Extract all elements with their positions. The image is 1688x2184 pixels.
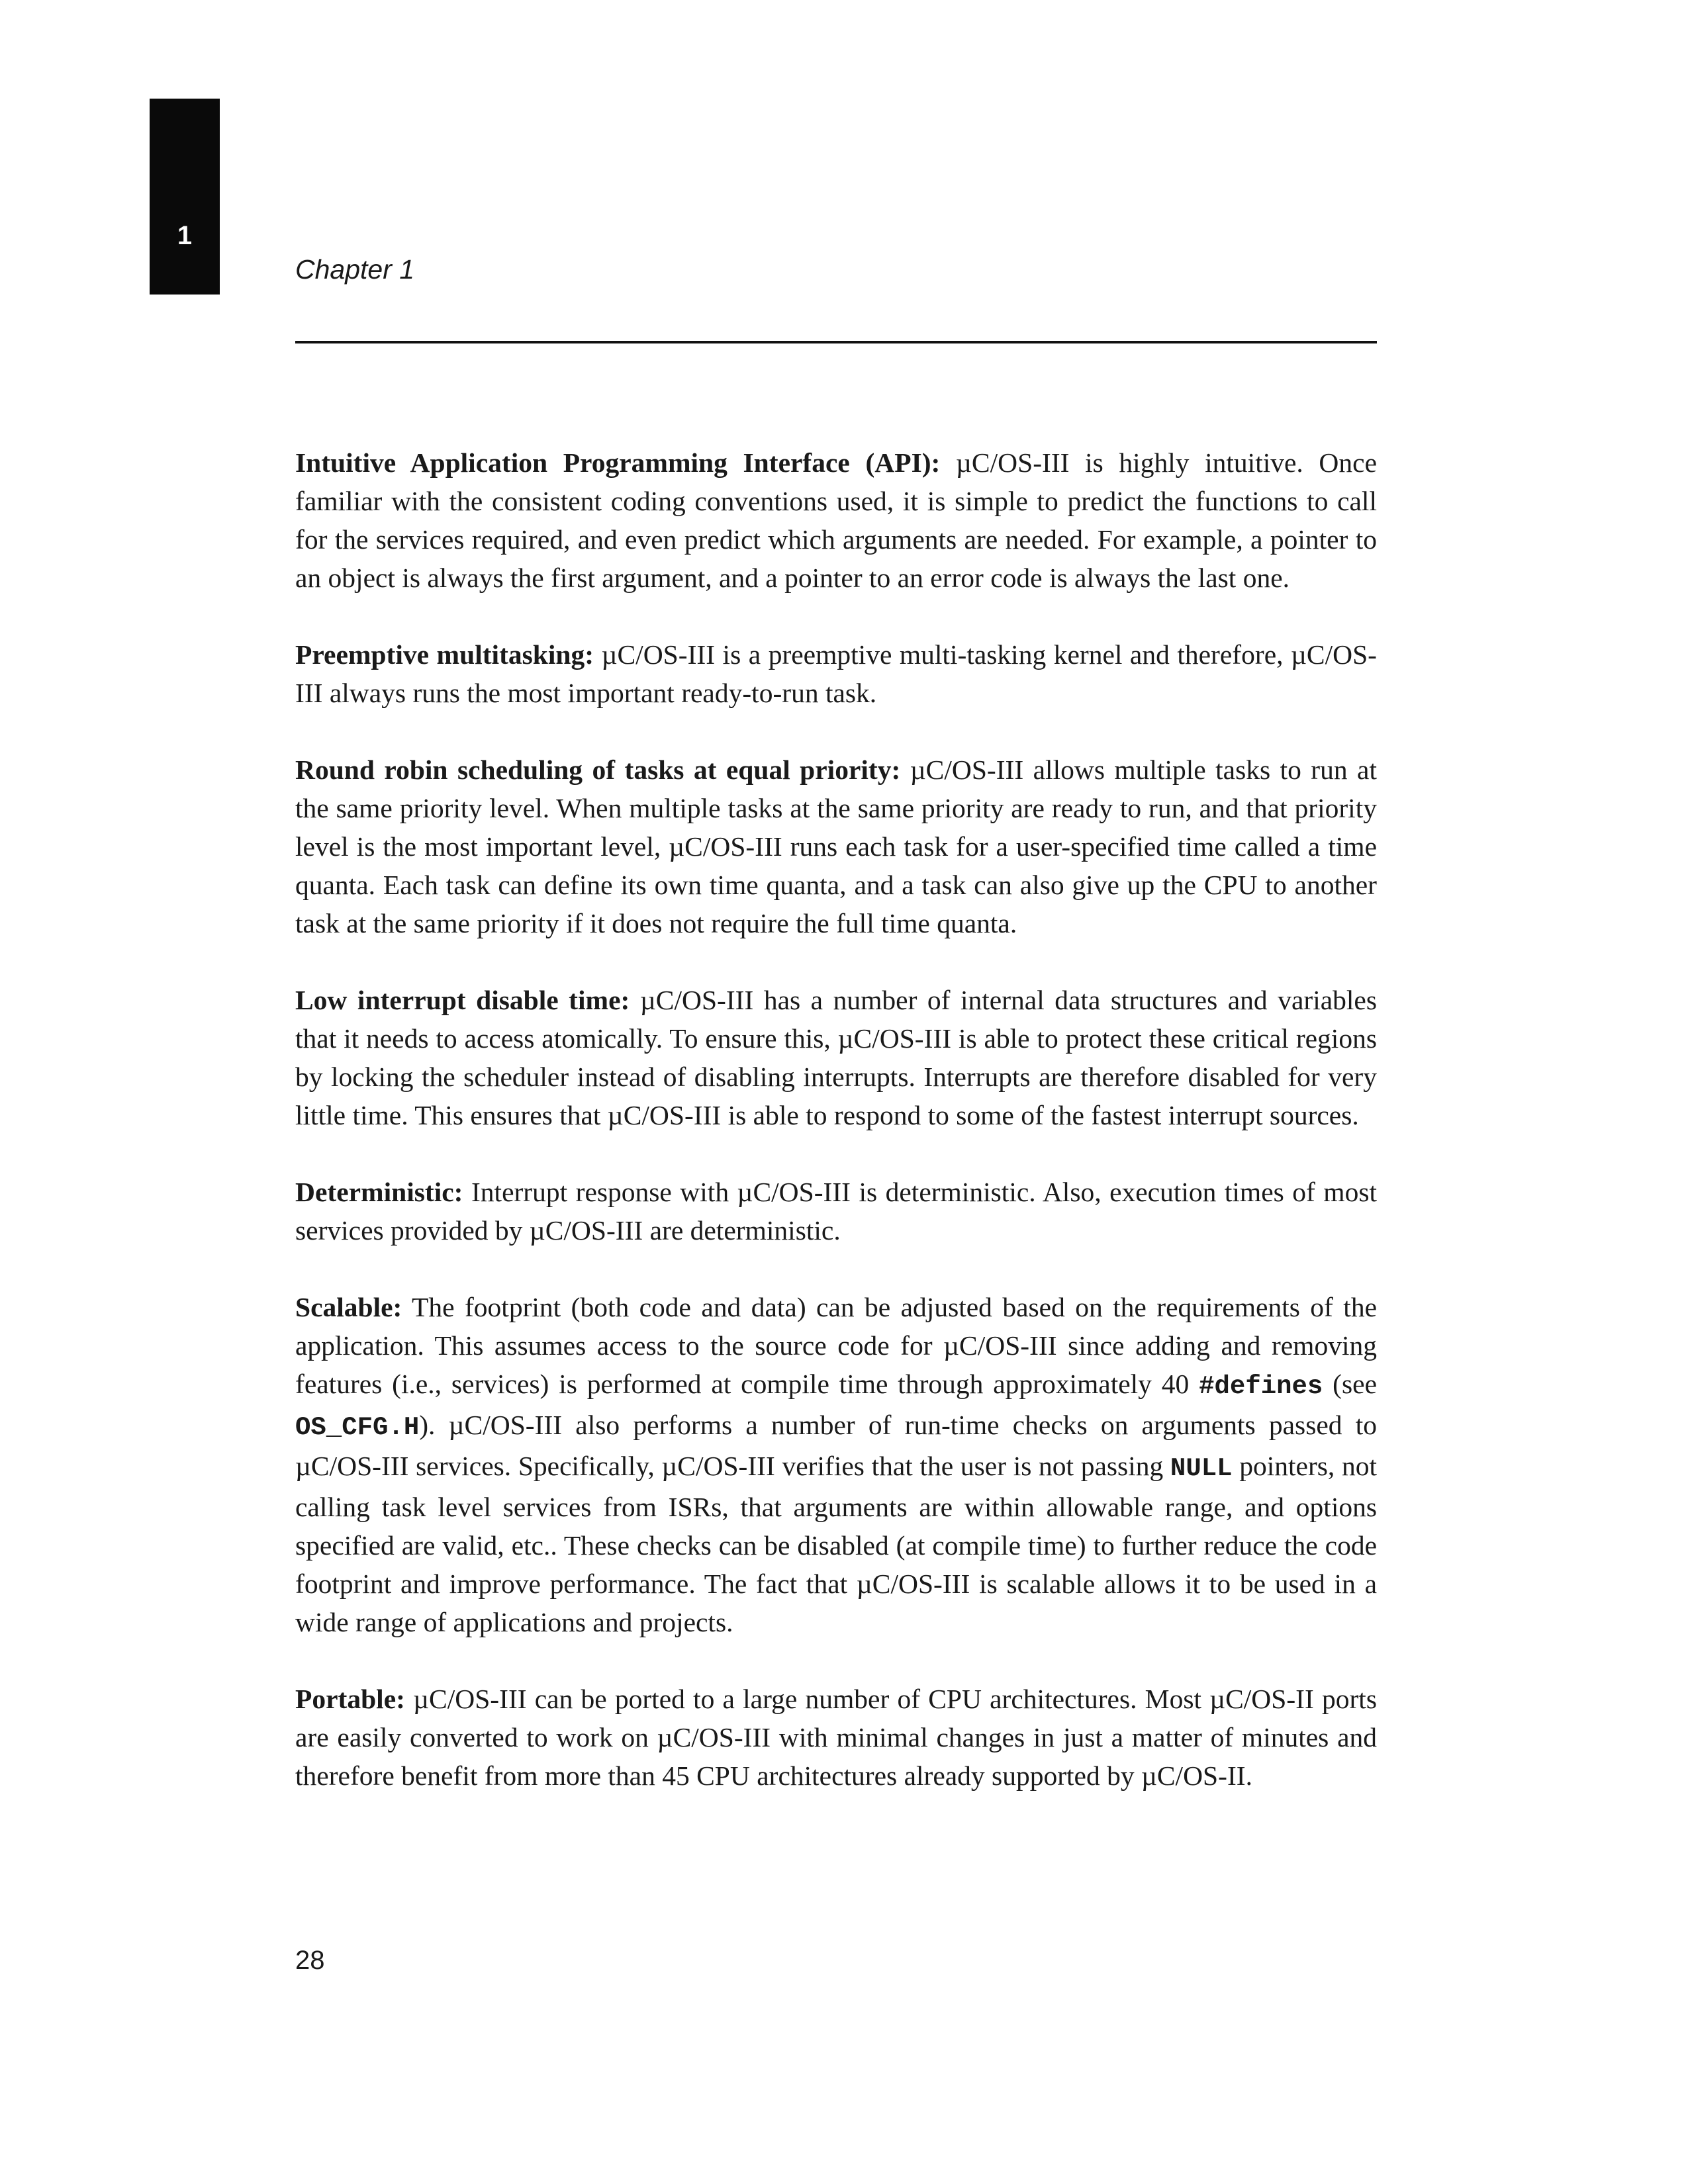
body-text xyxy=(295,443,1377,1833)
paragraph-portable xyxy=(295,1680,1377,1795)
term-low-interrupt: Low interrupt disable time: xyxy=(295,985,630,1015)
text-scalable-4: pointers, not calling task level services from ISRs, that arguments are within allowable range, and options specified are valid, etc.. These checks can be disabled (at compile time) to further reduce the code footprint and improve performance. The fact that µC/OS-III is scalable allows it to be used in a wide range of applications and projects. xyxy=(295,1451,1377,1637)
text-scalable-3: ). µC/OS-III also performs a number of run-time checks on arguments passed to µC/OS-III services. Specifically, µC/OS-III verifies that the user is not passing xyxy=(295,1410,1377,1481)
text-portable: µC/OS-III can be ported to a large number of CPU architectures. Most µC/OS-II ports are easily converted to work on µC/OS-III with minimal changes in just a matter of minutes and therefore benefit from more than 45 CPU architectures already supported by µC/OS-II. xyxy=(295,1684,1377,1791)
code-os-cfg: OS_CFG.H xyxy=(295,1413,420,1442)
chapter-tab-number: 1 xyxy=(177,221,193,250)
term-deterministic: Deterministic: xyxy=(295,1177,463,1207)
term-api: Intuitive Application Programming Interface (API): xyxy=(295,447,941,478)
term-round-robin: Round robin scheduling of tasks at equal priority: xyxy=(295,754,901,785)
header-rule xyxy=(295,341,1377,343)
page-number: 28 xyxy=(295,1946,325,1975)
text-api: µC/OS-III is highly intuitive. Once familiar with the consistent coding conventions used, it is simple to predict the functions to call for the services required, and even predict which arguments are needed. For example, a pointer to an object is always the first argument, and a pointer to an error code is always the last one. xyxy=(295,447,1377,593)
text-scalable-1: The footprint (both code and data) can be adjusted based on the requirements of the application. This assumes access to the source code for µC/OS-III since adding and removing features (i.e., services) is performed at compile time through approximately 40 xyxy=(295,1292,1377,1399)
running-header: Chapter 1 xyxy=(295,254,415,285)
text-round-robin: µC/OS-III allows multiple tasks to run at the same priority level. When multiple tasks at the same priority are ready to run, and that priority level is the most important level, µC/OS-III runs each task for a user-specified time called a time quanta. Each task can define its own time quanta, and a task can also give up the CPU to another task at the same priority if it does not require the full time quanta. xyxy=(295,754,1377,938)
term-portable: Portable: xyxy=(295,1684,405,1714)
code-defines: #defines xyxy=(1199,1372,1323,1401)
text-deterministic: Interrupt response with µC/OS-III is deterministic. Also, execution times of most services provided by µC/OS-III are deterministic. xyxy=(295,1177,1377,1246)
chapter-tab xyxy=(150,99,220,295)
text-low-interrupt: µC/OS-III has a number of internal data structures and variables that it needs to access atomically. To ensure this, µC/OS-III is able to protect these critical regions by locking the scheduler instead of disabling interrupts. Interrupts are therefore disabled for very little time. This ensures that µC/OS-III is able to respond to some of the fastest interrupt sources. xyxy=(295,985,1377,1130)
paragraph-low-interrupt xyxy=(295,981,1377,1134)
paragraph-api xyxy=(295,443,1377,597)
paragraph-round-robin xyxy=(295,751,1377,942)
term-preemptive: Preemptive multitasking: xyxy=(295,639,594,670)
paragraph-scalable xyxy=(295,1288,1377,1641)
term-scalable: Scalable: xyxy=(295,1292,402,1322)
code-null: NULL xyxy=(1170,1454,1233,1483)
text-preemptive: µC/OS-III is a preemptive multi-tasking kernel and therefore, µC/OS-III always runs the most important ready-to-run task. xyxy=(295,639,1377,708)
paragraph-preemptive xyxy=(295,635,1377,712)
text-scalable-2: (see xyxy=(1323,1369,1377,1399)
paragraph-deterministic xyxy=(295,1173,1377,1250)
